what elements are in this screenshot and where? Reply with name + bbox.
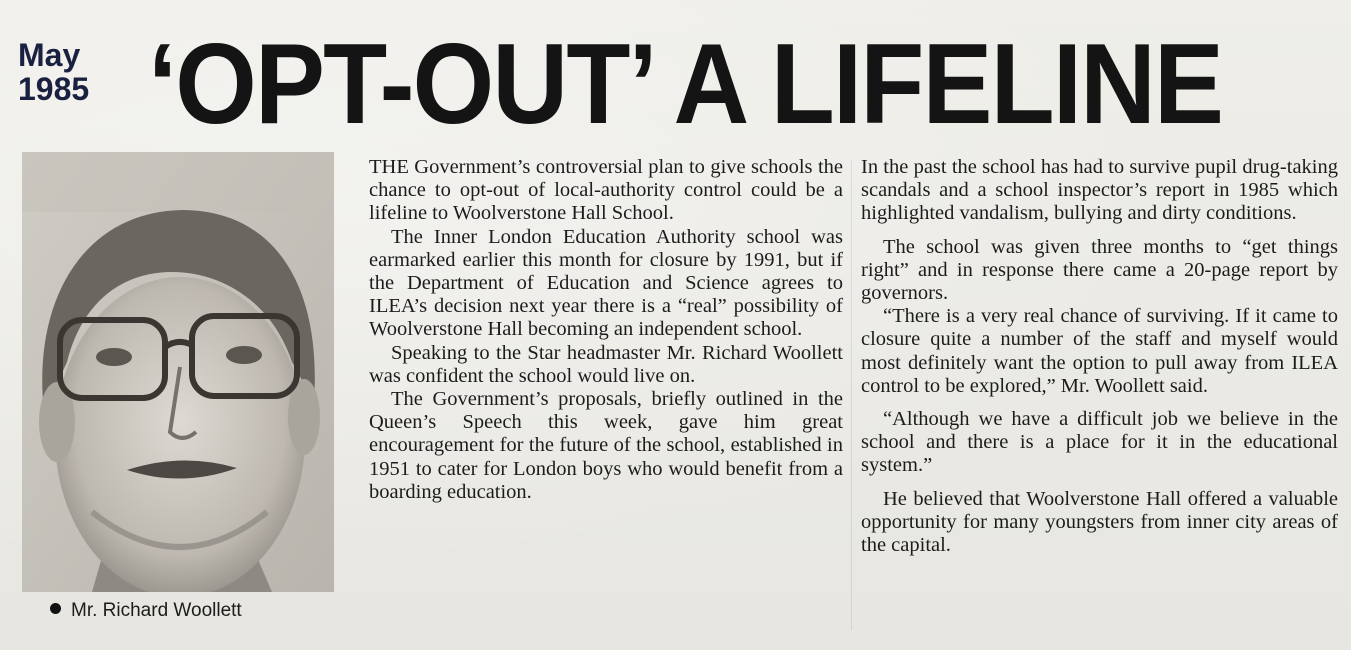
date-year: 1985 (18, 71, 90, 107)
column-divider (851, 160, 852, 630)
paragraph: THE Government’s controversial plan to give schools the chance to opt-out of local-authority control could be a lifeline to Woolverstone Hall School. (369, 156, 843, 225)
photo-caption (50, 598, 350, 624)
article-column-2 (861, 156, 1338, 557)
headline: ‘OPT-OUT’ A LIFELINE (148, 21, 1223, 148)
paragraph: The Inner London Education Authority school was earmarked earlier this month for closure by 1991, but if the Department of Education and Science agrees to ILEA’s decision next year there is a “real” possibility of Woolverstone Hall becoming an independent school. (369, 225, 843, 341)
caption-text: Mr. Richard Woollett (71, 600, 242, 621)
paragraph: He believed that Woolverstone Hall offered a valuable opportunity for many youngsters from inner city areas of the capital. (861, 487, 1338, 557)
paragraph: The Government’s proposals, briefly outlined in the Queen’s Speech this week, gave him great encouragement for the future of the school, established in 1951 to cater for London boys who would benefit from a boarding education. (369, 388, 843, 503)
article-column-1 (369, 156, 843, 504)
paragraph: The school was given three months to “get things right” and in response there came a 20-page report by governors. (861, 235, 1338, 305)
date-month: May (18, 37, 81, 73)
paragraph: Speaking to the Star headmaster Mr. Richard Woollett was confident the school would live on. (369, 341, 843, 387)
bullet-icon (50, 603, 61, 614)
paragraph: “Although we have a difficult job we believe in the school and there is a place for it in the educational system.” (861, 408, 1338, 477)
paragraph: In the past the school has had to survive pupil drug-taking scandals and a school inspector’s report in 1985 which highlighted vandalism, bullying and dirty conditions. (861, 156, 1338, 225)
paragraph: “There is a very real chance of surviving. If it came to closure quite a number of the staff and myself would most definitely want the option to pull away from ILEA control to be explored,” Mr. Woollett said. (861, 305, 1338, 397)
headmaster-portrait (22, 152, 334, 592)
clipping-date (18, 38, 128, 106)
